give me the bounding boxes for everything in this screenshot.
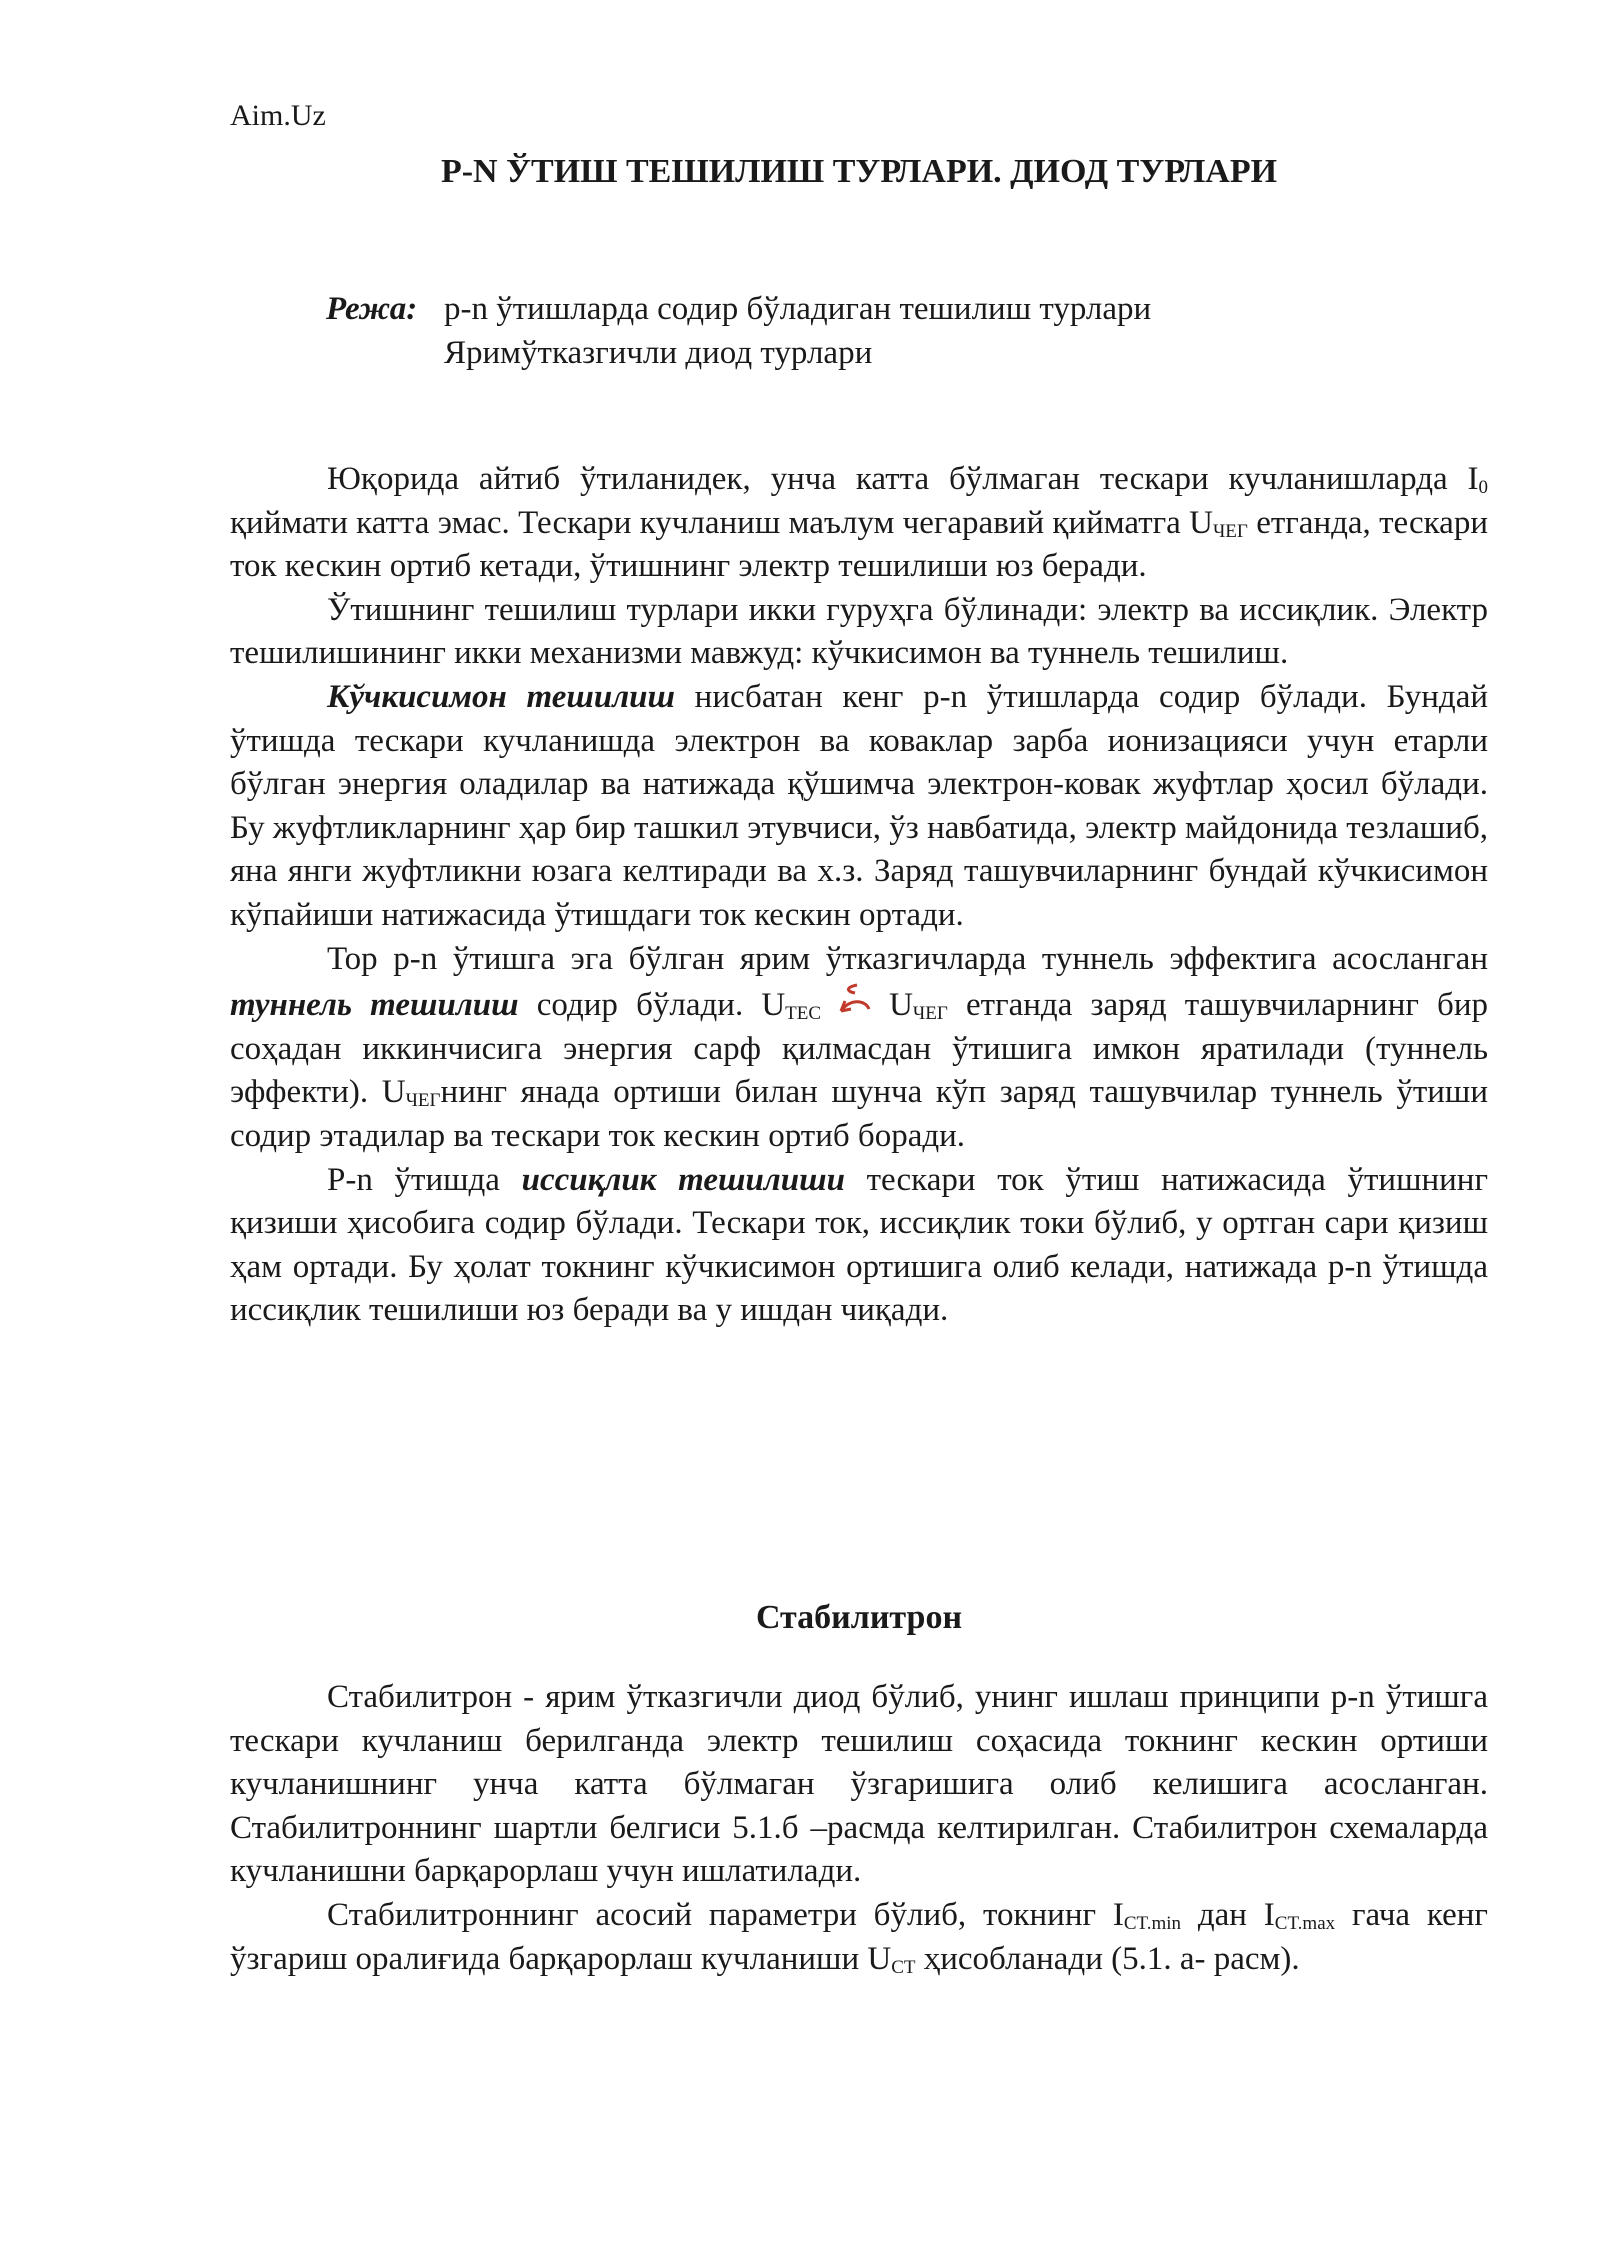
paragraph: Юқорида айтиб ўтиланидек, унча катта бўлмаган тескари кучланишларда $I_0$ қиймати катта эмас. Тескари кучланиш маълум чегаравий қийматга $U_{ЧЕГ}$ етганда, тескари ток кескин ортиб кетади, ўтишнинг электр тешилиши юз беради. xyxy=(230,461,1488,585)
plan-block xyxy=(326,287,1151,375)
less-than-curved-arrow-icon xyxy=(835,981,875,1017)
paragraph: Тор p-n ўтишга эга бўлган ярим ўтказгичларда туннель эффектига асосланган туннель тешилиш содир бўлади. $U_{TEC}$ $U_{ЧЕГ}$ етганда заряд ташувчиларнинг бир соҳадан иккинчисига энергия сарф қилмасдан ўтишига имкон яратилади (туннель эффекти). $U_{ЧЕГ}нинг$ янада ортиши билан шунча кўп заряд ташувчилар туннель ўтиши содир этадилар ва тескари ток кескин ортиб боради. xyxy=(230,940,1488,1154)
term-thermal: иссиқлик тешилиши xyxy=(521,1161,845,1198)
source-header: Aim.Uz xyxy=(230,99,326,132)
plan-row-1 xyxy=(326,287,1151,331)
body-section-breakdown xyxy=(230,458,1488,1333)
plan-item: Яримўтказгичли диод турлари xyxy=(444,335,873,371)
paragraph: P-n ўтишда иссиқлик тешилиши тескари ток ўтиш натижасида ўтишнинг қизиши ҳисобига содир бўлади. Тескари ток, иссиқлик токи бўлиб, у ортган сари қизиш ҳам ортади. Бу ҳолат токнинг кўчкисимон ортишига олиб келади, натижада p-n ўтишда иссиқлик тешилиши юз беради ва у ишдан чиқади. xyxy=(230,1161,1488,1329)
plan-item: p-n ўтишларда содир бўладиган тешилиш турлари xyxy=(444,291,1152,327)
paragraph: Ўтишнинг тешилиш турлари икки гуруҳга бўлинади: электр ва иссиқлик. Электр тешилишининг икки механизми мавжуд: кўчкисимон ва туннель тешилиш. xyxy=(230,591,1488,672)
term-avalanche: Кўчкисимон тешилиш xyxy=(327,678,676,715)
document-title: P-N ЎТИШ ТЕШИЛИШ ТУРЛАРИ. ДИОД ТУРЛАРИ xyxy=(440,153,1278,190)
plan-row-2 xyxy=(326,331,1151,375)
body-section-stabilitron xyxy=(230,1676,1488,1981)
paragraph: Кўчкисимон тешилиш нисбатан кенг p-n ўтишларда содир бўлади. Бундай ўтишда тескари кучланишда электрон ва коваклар зарба ионизацияси учун етарли бўлган энергия оладилар ва натижада қўшимча электрон-ковак жуфтлар ҳосил бўлади. Бу жуфтликларнинг ҳар бир ташкил этувчиси, ўз навбатида, электр майдонида тезлашиб, яна янги жуфтликни юзага келтиради ва х.з. Заряд ташувчиларнинг бундай кўчкисимон кўпайиши натижасида ўтишдаги ток кескин ортади. xyxy=(230,678,1488,933)
section-title-stabilitron: Стабилитрон xyxy=(755,1599,963,1636)
paragraph: Стабилитрон - ярим ўтказгичли диод бўлиб, унинг ишлаш принципи p-n ўтишга тескари кучланиш берилганда электр тешилиш соҳасида токнинг кескин ортиши кучланишнинг унча катта бўлмаган ўзгаришига олиб келишига асосланган. Стабилитроннинг шартли белгиси 5.1.б –расмда келтирилган. Стабилитрон схемаларда кучланишни барқарорлаш учун ишлатилади. xyxy=(230,1679,1488,1890)
plan-label: Режа: xyxy=(326,291,418,327)
paragraph: Стабилитроннинг асосий параметри бўлиб, токнинг $I_{CT.min}$ дан $I_{CT.max}$ гача кенг ўзгариш оралиғида барқарорлаш кучланиши $U_{CT}$ ҳисобланади (5.1. а- расм). xyxy=(230,1896,1488,1978)
term-tunnel: туннель тешилиш xyxy=(230,987,519,1024)
